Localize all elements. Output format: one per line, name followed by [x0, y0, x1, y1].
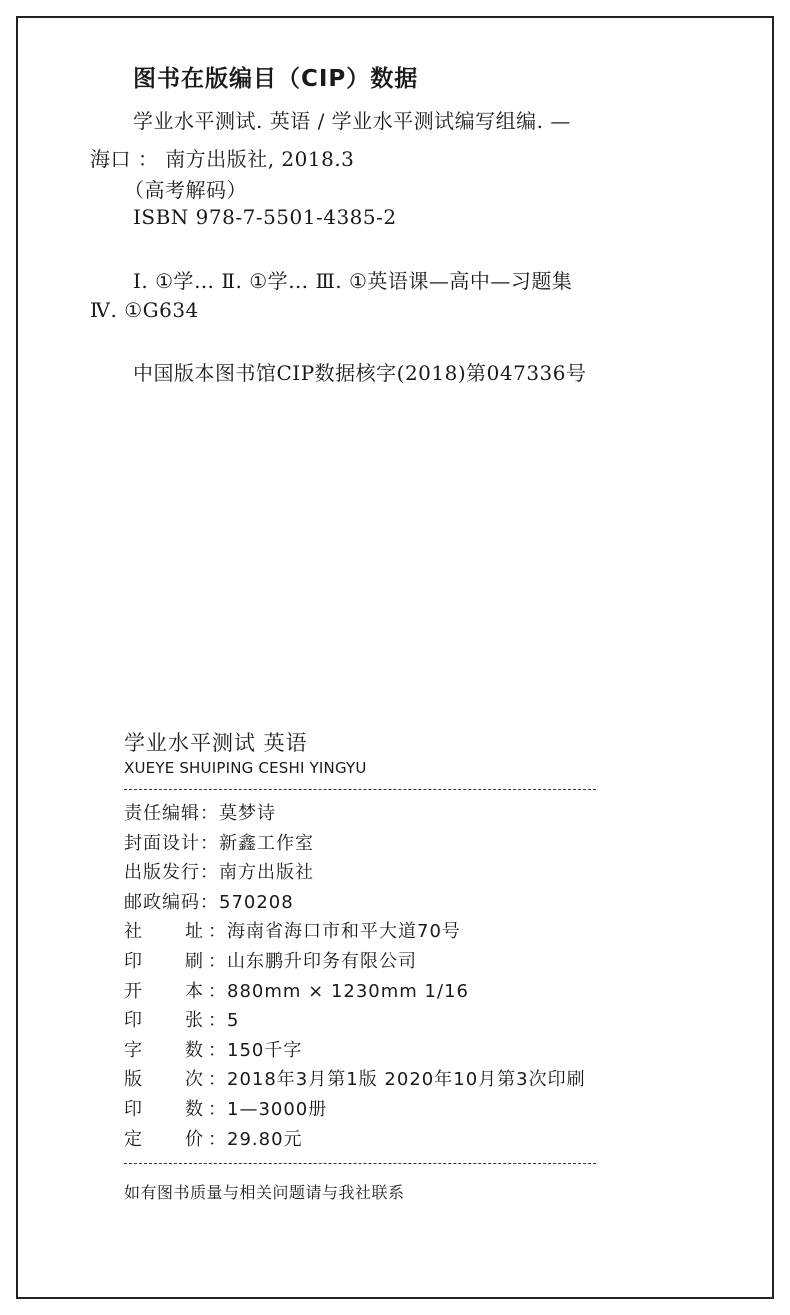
imprint-info-row [124, 1065, 586, 1091]
imprint-info-row [124, 947, 417, 973]
info-separator: ： [208, 980, 227, 1002]
info-label-char: 刷 [185, 951, 204, 972]
info-label-char: 数 [185, 1099, 204, 1120]
info-label-char: 印 [124, 951, 143, 972]
info-separator: ： [208, 1069, 227, 1091]
info-label-char: 址 [185, 921, 204, 943]
bottom-dashed-divider [124, 1163, 596, 1164]
info-label-char: 定 [124, 1128, 143, 1150]
info-value: 29.80元 [227, 1128, 303, 1150]
info-separator: ： [208, 1099, 227, 1120]
imprint-info-row [124, 799, 276, 825]
info-separator: ： [200, 803, 219, 824]
info-separator: ： [208, 1039, 227, 1061]
info-label [124, 1125, 208, 1151]
book-title: 学业水平测试 英语 [124, 731, 308, 755]
info-separator: ： [200, 862, 219, 884]
info-label: 出版发行 [124, 862, 200, 884]
info-separator: ： [208, 1128, 227, 1150]
info-label: 责任编辑 [124, 803, 200, 824]
info-value: 海南省海口市和平大道70号 [227, 921, 461, 943]
imprint-info-row [124, 917, 461, 943]
imprint-info-row [124, 977, 469, 1003]
info-label-char: 印 [124, 1099, 143, 1120]
cip-isbn: ISBN 978-7-5501-4385-2 [133, 205, 397, 229]
book-pinyin-title: XUEYE SHUIPING CESHI YINGYU [124, 759, 367, 777]
info-label-char: 字 [124, 1039, 143, 1061]
info-value: 5 [227, 1010, 240, 1032]
info-label [124, 917, 208, 943]
info-label-char: 价 [185, 1128, 204, 1150]
imprint-info-row [124, 1036, 302, 1062]
info-label-char: 社 [124, 921, 143, 943]
imprint-info-row [124, 888, 294, 914]
info-separator: ： [208, 921, 227, 943]
imprint-info-row [124, 858, 314, 884]
info-label: 封面设计 [124, 832, 200, 854]
info-separator: ： [200, 832, 219, 854]
imprint-info-row [124, 829, 314, 855]
info-value: 1—3000册 [227, 1099, 328, 1120]
info-separator: ： [200, 891, 219, 913]
info-label-char: 版 [124, 1069, 143, 1091]
info-value: 山东鹏升印务有限公司 [227, 951, 417, 972]
cip-record-number: 中国版本图书馆CIP数据核字(2018)第047336号 [133, 361, 587, 385]
info-value: 570208 [219, 891, 294, 913]
info-label-char: 数 [185, 1039, 204, 1061]
cip-classification-1: Ⅰ. ①学… Ⅱ. ①学… Ⅲ. ①英语课—高中—习题集 [133, 269, 573, 293]
cip-title: 图书在版编目（CIP）数据 [133, 66, 419, 92]
info-label [124, 977, 208, 1003]
imprint-info-row [124, 1006, 239, 1032]
imprint-info-row [124, 1095, 327, 1121]
info-separator: ： [208, 1010, 227, 1032]
cip-line-1: 学业水平测试. 英语 / 学业水平测试编写组编. — [133, 109, 571, 133]
info-label-char: 次 [185, 1069, 204, 1091]
cip-line-2: 海口 ： 南方出版社, 2018.3 [90, 147, 355, 171]
info-label [124, 1006, 208, 1032]
info-label: 邮政编码 [124, 891, 200, 913]
info-label [124, 947, 208, 973]
cip-series: （高考解码） [124, 178, 247, 202]
info-label-char: 开 [124, 980, 143, 1002]
info-label [124, 1065, 208, 1091]
info-separator: ： [208, 951, 227, 972]
info-value: 2018年3月第1版 2020年10月第3次印刷 [227, 1069, 586, 1091]
footer-note: 如有图书质量与相关问题请与我社联系 [124, 1183, 405, 1202]
info-value: 新鑫工作室 [219, 832, 314, 854]
info-value: 莫梦诗 [219, 803, 276, 824]
info-label-char: 本 [185, 980, 204, 1002]
imprint-info-row [124, 1125, 303, 1151]
info-value: 150千字 [227, 1039, 303, 1061]
info-value: 南方出版社 [219, 862, 314, 884]
info-label-char: 张 [185, 1010, 204, 1032]
cip-classification-2: Ⅳ. ①G634 [90, 298, 199, 322]
info-value: 880mm × 1230mm 1/16 [227, 980, 469, 1002]
info-label-char: 印 [124, 1010, 143, 1032]
info-label [124, 1036, 208, 1062]
info-label [124, 1095, 208, 1121]
top-dashed-divider [124, 789, 596, 790]
